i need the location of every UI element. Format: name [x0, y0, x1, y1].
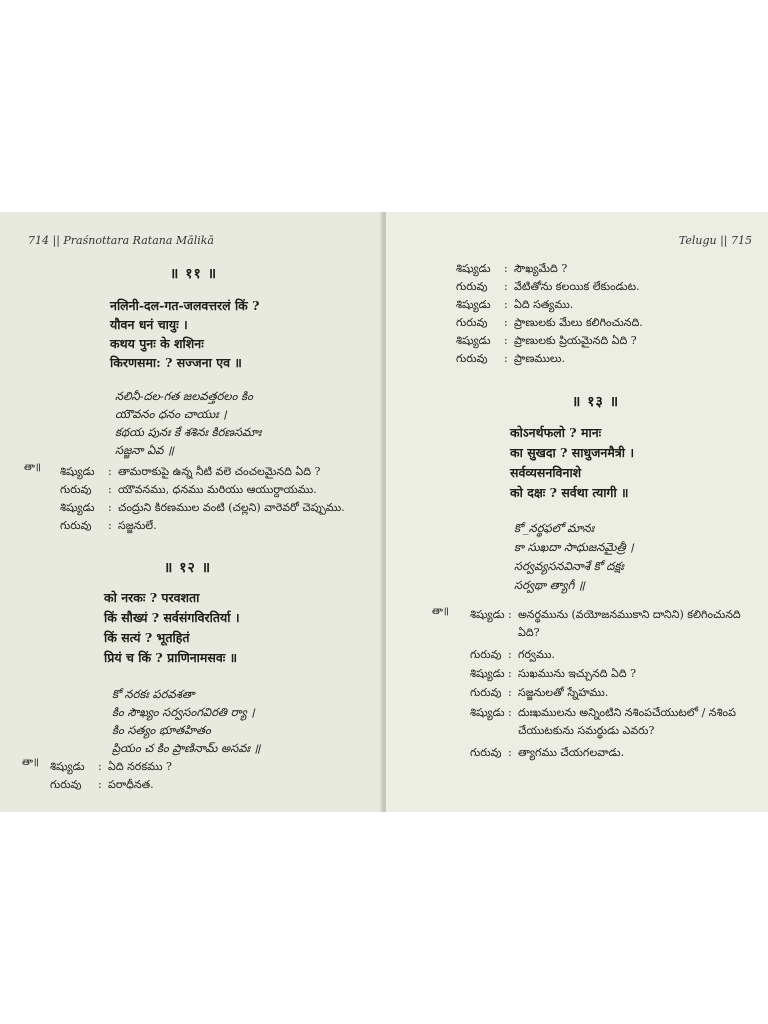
dialogue-text-continued: ఏది? — [518, 626, 540, 639]
verse-12-sanskrit-line: को नरकः ? परवशता — [104, 590, 200, 605]
dialogue-text: ప్రాణులకు మేలు కలిగించునది. — [514, 316, 643, 329]
colon-separator: : — [98, 778, 102, 791]
verse-12-sanskrit-line: प्रियं च किं ? प्राणिनामसवः ॥ — [104, 650, 238, 665]
verse-13-sanskrit-line: कोऽनर्थफलो ? मानः — [510, 425, 602, 440]
verse-13-sanskrit-line: का सुखदा ? साधुजनमैत्री । — [510, 445, 635, 460]
verse-11-telugu-line: కథయ పునః కే శశినః కిరణసమాః — [115, 425, 262, 439]
colon-separator: : — [108, 519, 112, 532]
colon-separator: : — [108, 483, 112, 496]
speaker-label: గురువు — [470, 648, 502, 661]
speaker-label: శిష్యుడు — [60, 465, 95, 478]
colon-separator: : — [98, 760, 102, 773]
dialogue-text: సజ్జనులే. — [118, 519, 157, 532]
speaker-label: శిష్యుడు — [470, 667, 505, 680]
verse-11-sanskrit-line: किरणसमा: ? सज्जना एव ॥ — [110, 355, 242, 370]
dialogue-text: పరాధీనత. — [108, 778, 154, 791]
verse-11-telugu-line: యౌవనం ధనం చాయుః । — [115, 407, 227, 421]
colon-separator: : — [504, 352, 508, 365]
speaker-label: శిష్యుడు — [470, 608, 505, 621]
speaker-label: శిష్యుడు — [456, 334, 491, 347]
verse-12-sanskrit-line: किं सौख्यं ? सर्वसंगविरतिर्या । — [104, 610, 240, 625]
speaker-label: గురువు — [456, 316, 488, 329]
speaker-label: గురువు — [470, 686, 502, 699]
verse-12-telugu-line: కో నరకః పరవశతా — [112, 687, 195, 701]
verse-13-sanskrit-line: को दक्षः ? सर्वथा त्यागी ॥ — [510, 485, 629, 500]
colon-separator: : — [508, 706, 512, 719]
verse-13-telugu-line: కా సుఖదా సాధుజనమైత్రీ । — [514, 540, 634, 554]
speaker-label: శిష్యుడు — [456, 262, 491, 275]
left-page-header: 714 || Praśnottara Ratana Mālikā — [28, 234, 214, 247]
verse-12-telugu-line: ప్రియం చ కిం ప్రాణినామ్ అసవః ॥ — [112, 741, 261, 755]
verse-11-sanskrit-line: कथय पुनः के शशिनः — [110, 336, 204, 351]
verse-12-telugu-line: కిం సత్యం భూతహితం — [112, 723, 211, 737]
dialogue-text: వేటితోను కలయిక లేకుండుట. — [514, 280, 640, 293]
verse-number-12: ॥ १२ ॥ — [164, 560, 212, 576]
dialogue-text: అనర్థమును (వయోజనముకాని దానిని) కలిగించునది — [518, 608, 741, 621]
dialogue-text: సజ్జనులతో స్నేహము. — [518, 686, 609, 699]
colon-separator: : — [108, 465, 112, 478]
verse-11-sanskrit-line: नलिनी-दल-गत-जलवत्तरलं किं ? — [110, 298, 260, 313]
verse-11-telugu-line: నలినీ-దల-గత జలవత్తరలం కిం — [115, 389, 253, 403]
colon-separator: : — [504, 334, 508, 347]
meaning-mark: తా॥ — [24, 462, 41, 473]
colon-separator: : — [504, 316, 508, 329]
dialogue-text: చంద్రుని కిరణముల వంటి (చల్లని) వారెవరో చెప్పుము. — [118, 501, 345, 514]
verse-11-sanskrit-line: यौवन धनं चायुः । — [110, 317, 188, 332]
colon-separator: : — [504, 298, 508, 311]
verse-number-11: ॥ ११ ॥ — [170, 266, 218, 282]
colon-separator: : — [108, 501, 112, 514]
verse-13-telugu-line: కో_నర్థఫలో మానః — [514, 521, 595, 535]
book-spread — [0, 212, 768, 812]
dialogue-text: గర్వము. — [518, 648, 555, 661]
dialogue-text: యౌవనము, ధనము మరియు ఆయుర్దాయము. — [118, 483, 317, 496]
colon-separator: : — [508, 648, 512, 661]
speaker-label: గురువు — [60, 483, 92, 496]
dialogue-text: దుఃఖములను అన్నింటిని నశింపచేయుటలో / నశింప — [518, 706, 736, 719]
verse-number-13: ॥ १३ ॥ — [572, 394, 620, 410]
dialogue-text: సుఖమును ఇచ్చునది ఏది ? — [518, 667, 636, 680]
colon-separator: : — [508, 608, 512, 621]
dialogue-text: ప్రాణములు. — [514, 352, 565, 365]
dialogue-text: ఏది సత్యము. — [514, 298, 574, 311]
speaker-label: శిష్యుడు — [50, 760, 85, 773]
colon-separator: : — [504, 262, 508, 275]
speaker-label: గురువు — [60, 519, 92, 532]
speaker-label: గురువు — [456, 280, 488, 293]
speaker-label: శిష్యుడు — [456, 298, 491, 311]
verse-13-telugu-line: సర్వథా త్యాగీ ॥ — [514, 578, 585, 592]
speaker-label: గురువు — [470, 746, 502, 759]
speaker-label: శిష్యుడు — [470, 706, 505, 719]
speaker-label: గురువు — [456, 352, 488, 365]
right-page-header: Telugu || 715 — [678, 234, 752, 247]
colon-separator: : — [508, 746, 512, 759]
dialogue-text: తామరాకుపై ఉన్న నీటి వలె చంచలమైనది ఏది ? — [118, 465, 321, 478]
dialogue-text-continued: చేయుటకును సమర్థుడు ఎవరు? — [518, 724, 655, 737]
right-page — [386, 212, 768, 812]
meaning-mark: తా॥ — [22, 757, 39, 768]
dialogue-text: ప్రాణులకు ప్రియమైనది ఏది ? — [514, 334, 637, 347]
left-page — [0, 212, 384, 812]
colon-separator: : — [508, 667, 512, 680]
verse-12-sanskrit-line: किं सत्यं ? भूतहितं — [104, 630, 190, 645]
speaker-label: శిష్యుడు — [60, 501, 95, 514]
dialogue-text: త్యాగము చేయగలవాడు. — [518, 746, 625, 759]
meaning-mark: తా॥ — [432, 606, 449, 617]
dialogue-text: సౌఖ్యమేది ? — [514, 262, 568, 275]
colon-separator: : — [508, 686, 512, 699]
verse-11-telugu-line: సజ్జనా ఏవ ॥ — [115, 443, 174, 457]
dialogue-text: ఏది నరకము ? — [108, 760, 172, 773]
verse-13-sanskrit-line: सर्वव्यसनविनाशे — [510, 465, 582, 480]
colon-separator: : — [504, 280, 508, 293]
verse-13-telugu-line: సర్వవ్యసనవినాశే కో దక్షః — [514, 559, 624, 573]
speaker-label: గురువు — [50, 778, 82, 791]
verse-12-telugu-line: కిం సౌఖ్యం సర్వసంగవిరతి ర్యా । — [112, 705, 255, 719]
